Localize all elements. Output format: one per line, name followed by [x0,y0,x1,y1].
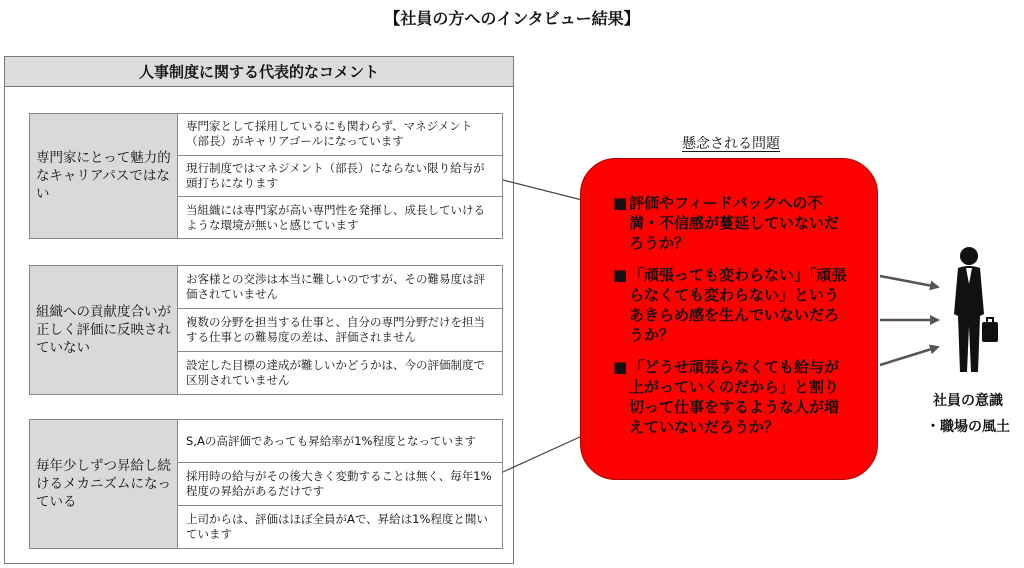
comment-item: 当組織には専門家が高い専門性を発揮し、成長していけるような環境が無いと感じています [186,202,485,232]
comment-item: お客様との交渉は本当に難しいのですが、その難易度は評価されていません [178,266,502,309]
page-title: 【社員の方へのインタビュー結果】 [384,9,640,28]
bullet-mark: ■ [613,194,628,212]
businessman-icon [944,244,1004,374]
comment-item: 採用時の給与がその後大きく変動することは無く、毎年1%程度の昇給があるだけです [178,463,502,506]
issues-title: 懸念される問題 [682,136,780,152]
bullet-mark: ■ [613,358,628,376]
group-label: 毎年少しずつ昇給し続けるメカニズムになっている [30,420,178,548]
arrow [880,276,938,287]
issue-item: ■ 「どうせ頑張らなくても給与が上がっていくのだから」と割り切って仕事をするような人が増えていないだろうか？ [613,358,840,436]
connector-line [503,436,582,472]
connector-line [503,180,582,200]
group-label: 専門家にとって魅力的なキャリアパスではない [30,114,178,238]
comment-item: S,Aの高評価であっても昇給率が1%程度となっています [178,420,502,463]
arrow [880,347,938,365]
issue-item: ■ 「頑張っても変わらない」「頑張らなくても変わらない」というあきらめ感を生んでいないだろうか？ [613,266,847,344]
person-label [912,388,1024,440]
comment-item: 複数の分野を担当する仕事と、自分の専門分野だけを担当する仕事との難易度の差は、評価されません [178,309,502,352]
person-label-line1: 社員の意識 [933,393,1003,409]
person-label-line2: ・職場の風土 [926,419,1010,435]
bullet-mark: ■ [613,266,628,284]
panel-header: 人事制度に関する代表的なコメント [5,57,513,87]
comment-item: 上司からは、評価はほぼ全員がAで、昇給は1%程度と聞いています [186,512,488,541]
comment-item: 専門家として採用しているにも関わらず、マネジメント（部長）がキャリアゴールになっています [178,114,502,156]
group-label: 組織への貢献度合いが正しく評価に反映されていない [30,266,178,394]
issue-item: ■ 評価やフィードバックへの不満・不信感が蔓延していないだろうか？ [613,194,840,252]
issues-box [580,158,878,480]
comment-item: 設定した目標の達成が難しいかどうかは、今の評価制度で区別されていません [186,358,485,387]
comment-item: 現行制度ではマネジメント（部長）にならない限り給与が頭打ちになります [178,156,502,198]
